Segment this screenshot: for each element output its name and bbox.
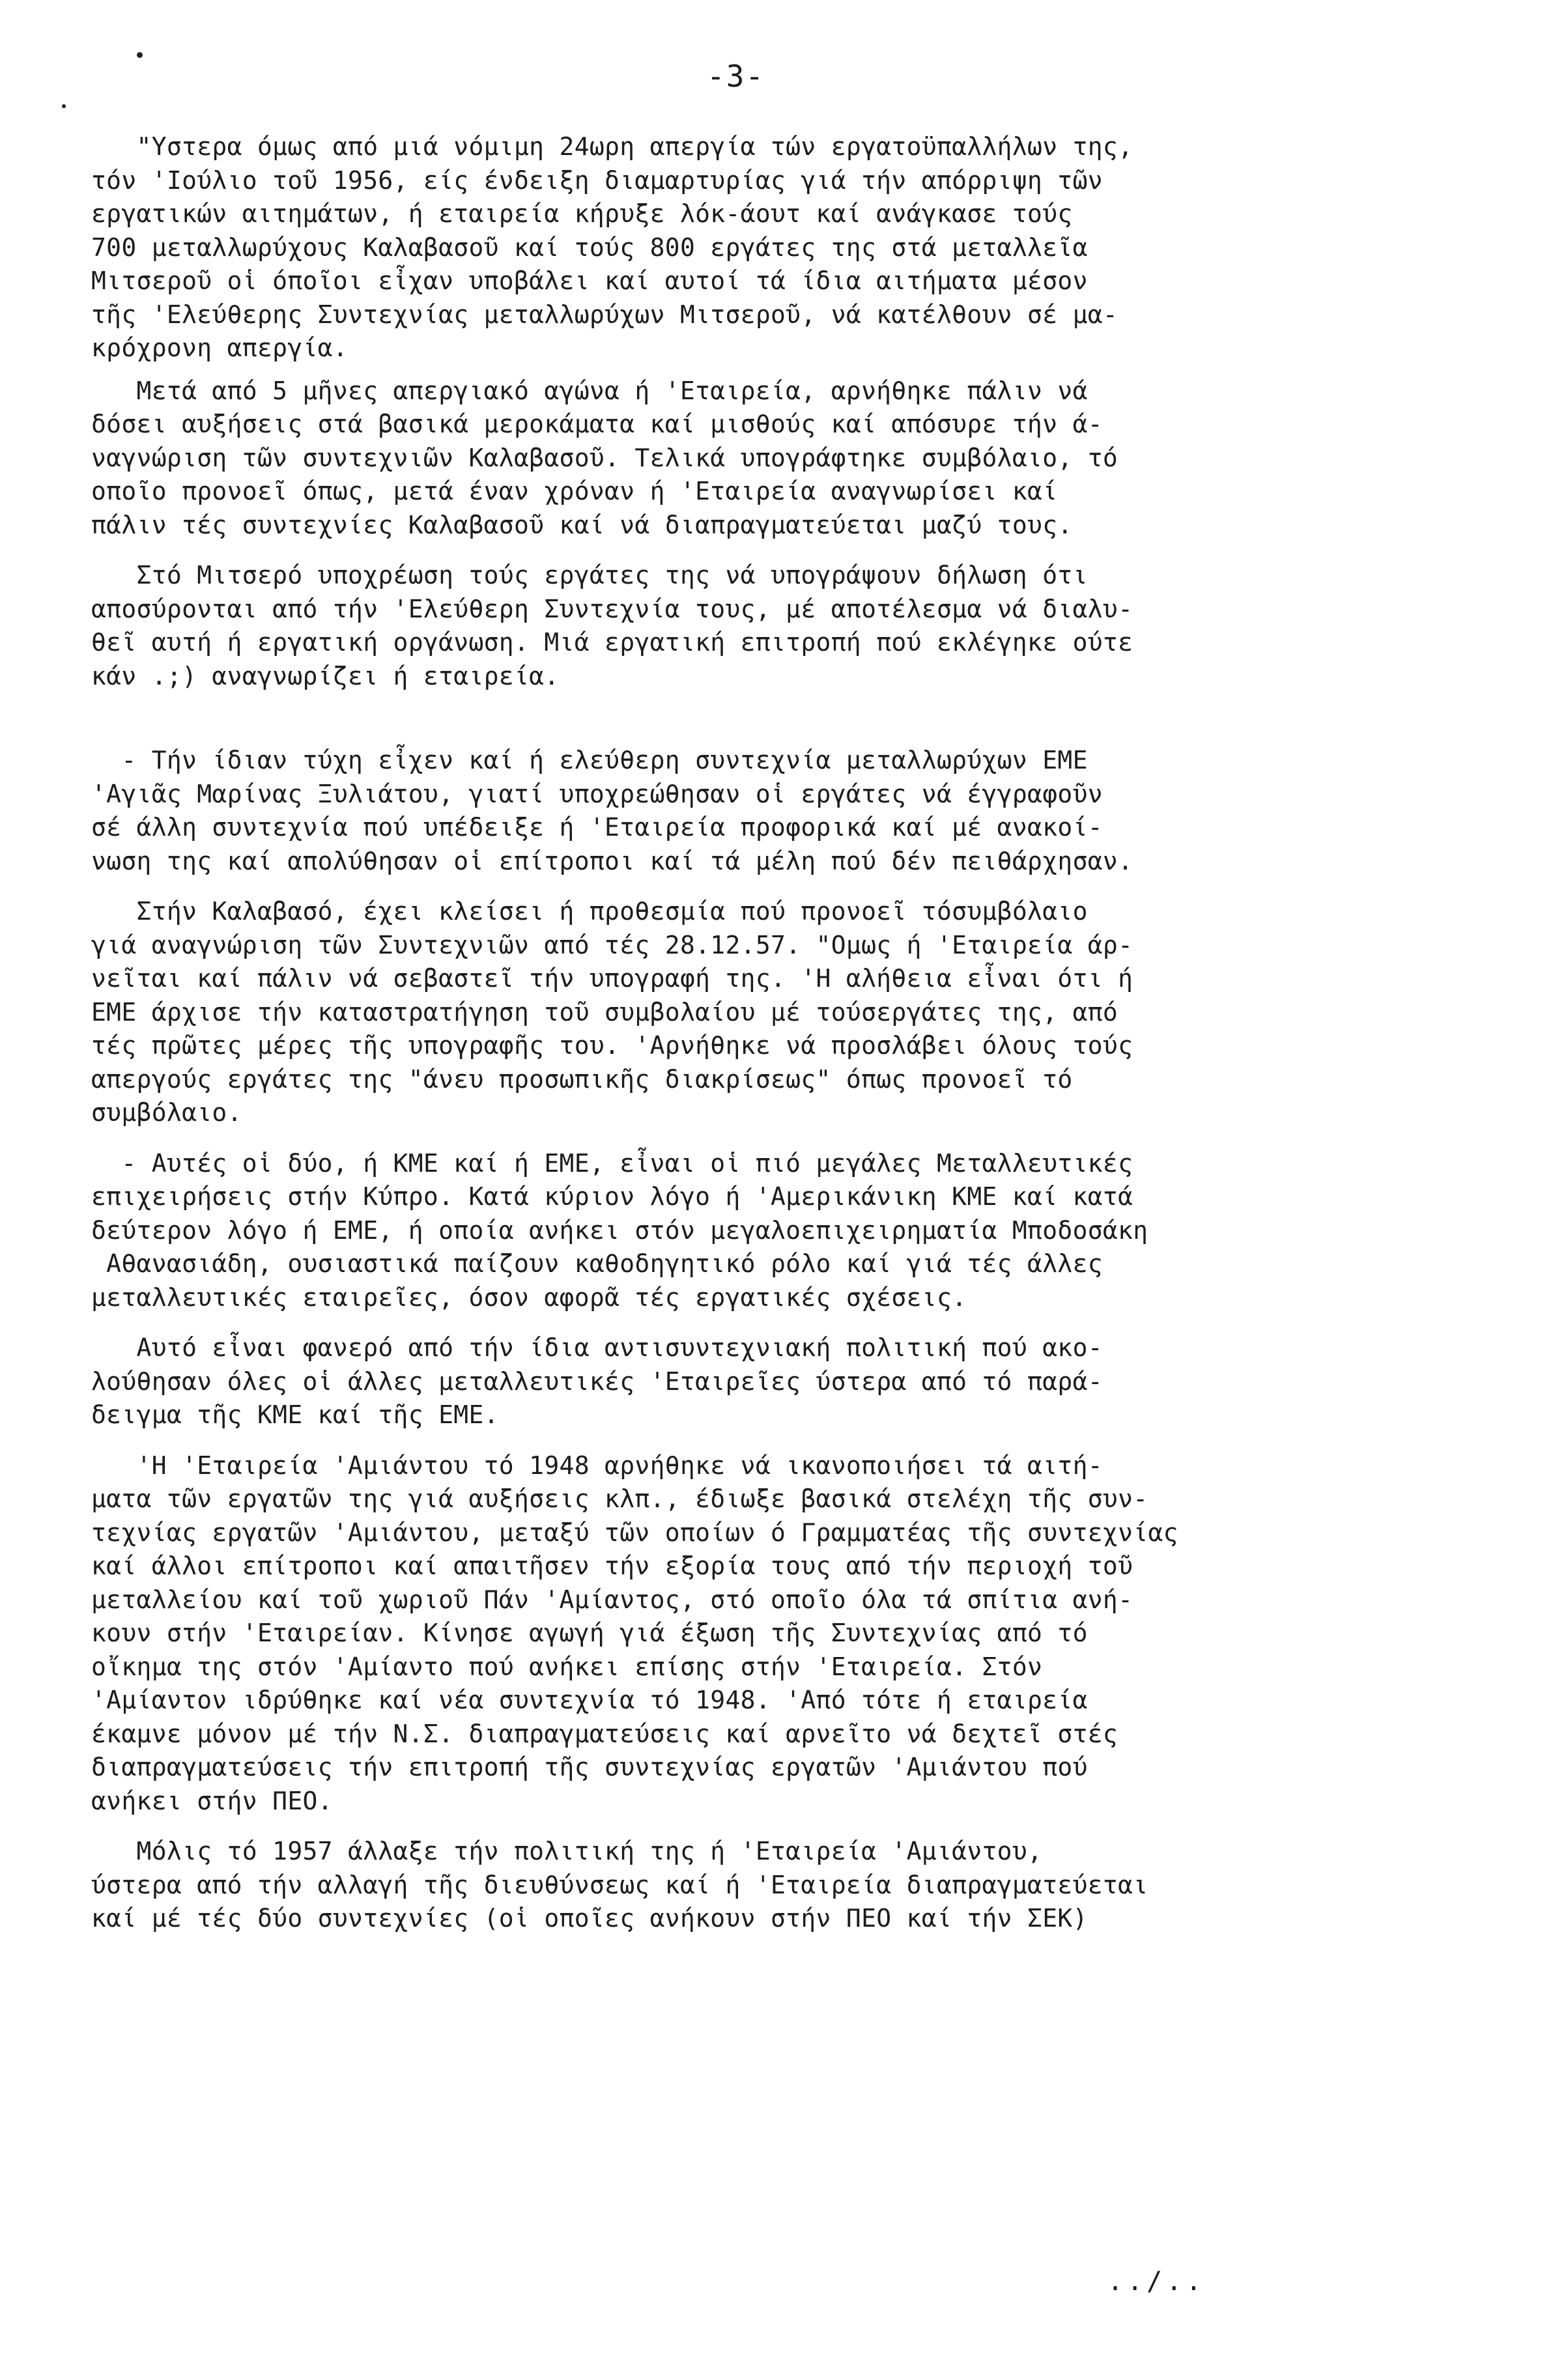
text-line: συμβόλαιο. [91, 1098, 242, 1127]
text-line: νωση της καί απολύθησαν οἱ επίτροποι καί τά μέλη πού δέν πειθάρχησαν. [91, 846, 1133, 875]
text-line: Αθανασιάδη, ουσιαστικά παίζουν καθοδηγητικό ρόλο καί γιά τές άλλες [91, 1249, 1103, 1278]
text-line: τές πρῶτες μέρες τῆς υπογραφῆς του. 'Αρνήθηκε νά προσλάβει όλους τούς [91, 1031, 1133, 1060]
text-line: δόσει αυξήσεις στά βασικά μεροκάματα καί μισθούς καί απόσυρε τήν ά- [91, 410, 1103, 438]
text-line: απεργούς εργάτες της "άνευ προσωπικῆς διακρίσεως" όπως προνοεῖ τό [91, 1064, 1073, 1094]
text-line: μεταλλείου καί τοῦ χωριοῦ Πάν 'Αμίαντος, στό οποῖο όλα τά σπίτια ανή- [91, 1585, 1133, 1614]
text-line: Μόλις τό 1957 άλλαξε τήν πολιτική της ή 'Εταιρεία 'Αμιάντου, [91, 1837, 1043, 1865]
text-line: διαπραγματεύσεις τήν επιτροπή τῆς συντεχνίας εργατῶν 'Αμιάντου πού [91, 1753, 1088, 1781]
text-line: ΕΜΕ άρχισε τήν καταστρατήγηση τοῦ συμβολαίου μέ τούσεργάτες της, από [91, 997, 1118, 1027]
text-line: - Τήν ίδιαν τύχη εἶχεν καί ή ελεύθερη συντεχνία μεταλλωρύχων ΕΜΕ [91, 746, 1088, 774]
text-line: δεύτερον λόγο ή ΕΜΕ, ή οποία ανήκει στόν μεγαλοεπιχειρηματία Μποδοσάκη [91, 1215, 1148, 1245]
paragraph-8 [91, 1449, 1472, 1819]
text-line: επιχειρήσεις στήν Κύπρο. Κατά κύριον λόγο ή 'Αμερικάνικη ΚΜΕ καί κατά [91, 1182, 1133, 1211]
text-line: γιά αναγνώριση τῶν Συντεχνιῶν από τές 28.12.57. "Ομως ή 'Εταιρεία άρ- [91, 930, 1133, 959]
text-line: τῆς 'Ελεύθερης Συντεχνίας μεταλλωρύχων Μιτσεροῦ, νά κατέλθουν σέ μα- [91, 300, 1118, 329]
text-line: καί άλλοι επίτροποι καί απαιτῆσεν τήν εξορία τους από τήν περιοχή τοῦ [91, 1551, 1133, 1580]
paragraph-9 [91, 1835, 1472, 1936]
paragraph-2 [91, 375, 1472, 543]
text-line: 'Η 'Εταιρεία 'Αμιάντου τό 1948 αρνήθηκε νά ικανοποιήσει τά αιτή- [91, 1451, 1103, 1480]
text-line: πάλιν τές συντεχνίες Καλαβασοῦ καί νά διαπραγματεύεται μαζύ τους. [91, 510, 1073, 539]
paragraph-5 [91, 895, 1472, 1130]
text-line: θεῖ αυτή ή εργατική οργάνωση. Μιά εργατική επιτροπή πού εκλέγηκε ούτε [91, 628, 1133, 657]
text-line: έκαμνε μόνον μέ τήν Ν.Σ. διαπραγματεύσεις καί αρνεῖτο νά δεχτεῖ στές [91, 1719, 1118, 1748]
text-line: νεῖται καί πάλιν νά σεβαστεῖ τήν υπογραφή της. 'Η αλήθεια εἶναι ότι ή [91, 964, 1133, 993]
text-line: κουν στήν 'Εταιρείαν. Κίνησε αγωγή γιά έξωση τῆς Συντεχνίας από τό [91, 1619, 1088, 1647]
text-line: 'Αμίαντον ιδρύθηκε καί νέα συντεχνία τό 1948. 'Από τότε ή εταιρεία [91, 1686, 1088, 1714]
text-line: καί μέ τές δύο συντεχνίες (οἱ οποῖες ανήκουν στήν ΠΕΟ καί τήν ΣΕΚ) [91, 1904, 1088, 1933]
text-line: ύστερα από τήν αλλαγή τῆς διευθύνσεως καί ή 'Εταιρεία διαπραγματεύεται [91, 1870, 1148, 1899]
text-line: κάν .;) αναγνωρίζει ή εταιρεία. [91, 661, 560, 690]
page-number: -3- [707, 59, 765, 94]
paragraph-1 [91, 130, 1472, 365]
text-line: αποσύρονται από τήν 'Ελεύθερη Συντεχνία τους, μέ αποτέλεσμα νά διαλυ- [91, 594, 1133, 623]
text-line: - Αυτές οἱ δύο, ή ΚΜΕ καί ή ΕΜΕ, εἶναι οἱ πιό μεγάλες Μεταλλευτικές [91, 1148, 1133, 1178]
paragraph-7 [91, 1331, 1472, 1432]
text-line: οἴκημα της στόν 'Αμίαντο πού ανήκει επίσης στήν 'Εταιρεία. Στόν [91, 1652, 1043, 1681]
text-line: λούθησαν όλες οἱ άλλες μεταλλευτικές 'Εταιρεῖες ύστερα από τό παρά- [91, 1367, 1103, 1396]
paragraph-4 [91, 744, 1472, 878]
text-line: κρόχρονη απεργία. [91, 333, 349, 362]
text-line: δειγμα τῆς ΚΜΕ καί τῆς ΕΜΕ. [91, 1400, 499, 1429]
text-line: τόν 'Ιούλιο τοῦ 1956, είς ένδειξη διαμαρτυρίας γιά τήν απόρριψη τῶν [91, 165, 1103, 195]
paragraph-3 [91, 559, 1472, 693]
text-line: ματα τῶν εργατῶν της γιά αυξήσεις κλπ., έδιωξε βασικά στελέχη τῆς συν- [91, 1484, 1148, 1513]
text-line: 'Αγιᾶς Μαρίνας Ξυλιάτου, γιατί υποχρεώθησαν οἱ εργάτες νά έγγραφοῦν [91, 779, 1103, 808]
ink-speck [62, 104, 66, 108]
text-line: μεταλλευτικές εταιρεῖες, όσον αφορᾶ τές εργατικές σχέσεις. [91, 1282, 967, 1312]
body-text [91, 130, 1472, 1936]
text-line: οποῖο προνοεῖ όπως, μετά έναν χρόναν ή 'Εταιρεία αναγνωρίσει καί [91, 477, 1058, 505]
continuation-mark: ../.. [1107, 2267, 1206, 2297]
text-line: 700 μεταλλωρύχους Καλαβασοῦ καί τούς 800 εργάτες της στά μεταλλεῖα [91, 233, 1088, 262]
text-line: ναγνώριση τῶν συντεχνιῶν Καλαβασοῦ. Τελικά υπογράφτηκε συμβόλαιο, τό [91, 443, 1118, 472]
text-line: ανήκει στήν ΠΕΟ. [91, 1786, 333, 1815]
text-line: Στό Μιτσερό υποχρέωση τούς εργάτες της νά υπογράψουν δήλωση ότι [91, 561, 1088, 589]
text-line: εργατικών αιτημάτων, ή εταιρεία κήρυξε λόκ-άουτ καί ανάγκασε τούς [91, 199, 1073, 228]
text-line: Μετά από 5 μῆνες απεργιακό αγώνα ή 'Εταιρεία, αρνήθηκε πάλιν νά [91, 376, 1088, 405]
text-line: Μιτσεροῦ οἱ όποῖοι εἶχαν υποβάλει καί αυτοί τά ίδια αιτήματα μέσον [91, 266, 1088, 295]
text-line: Στήν Καλαβασό, έχει κλείσει ή προθεσμία πού προνοεῖ τόσυμβόλαιο [91, 897, 1088, 926]
text-line: Αυτό εἶναι φανερό από τήν ίδια αντισυντεχνιακή πολιτική πού ακο- [91, 1333, 1103, 1362]
paragraph-6 [91, 1147, 1472, 1315]
text-line: "Υστερα όμως από μιά νόμιμη 24ωρη απεργία τών εργατοϋπαλλήλων της, [91, 132, 1133, 161]
ink-speck [137, 52, 143, 58]
text-line: σέ άλλη συντεχνία πού υπέδειξε ή 'Εταιρεία προφορικά καί μέ ανακοί- [91, 813, 1103, 842]
text-line: τεχνίας εργατῶν 'Αμιάντου, μεταξύ τῶν οποίων ό Γραμματέας τῆς συντεχνίας [91, 1518, 1178, 1547]
